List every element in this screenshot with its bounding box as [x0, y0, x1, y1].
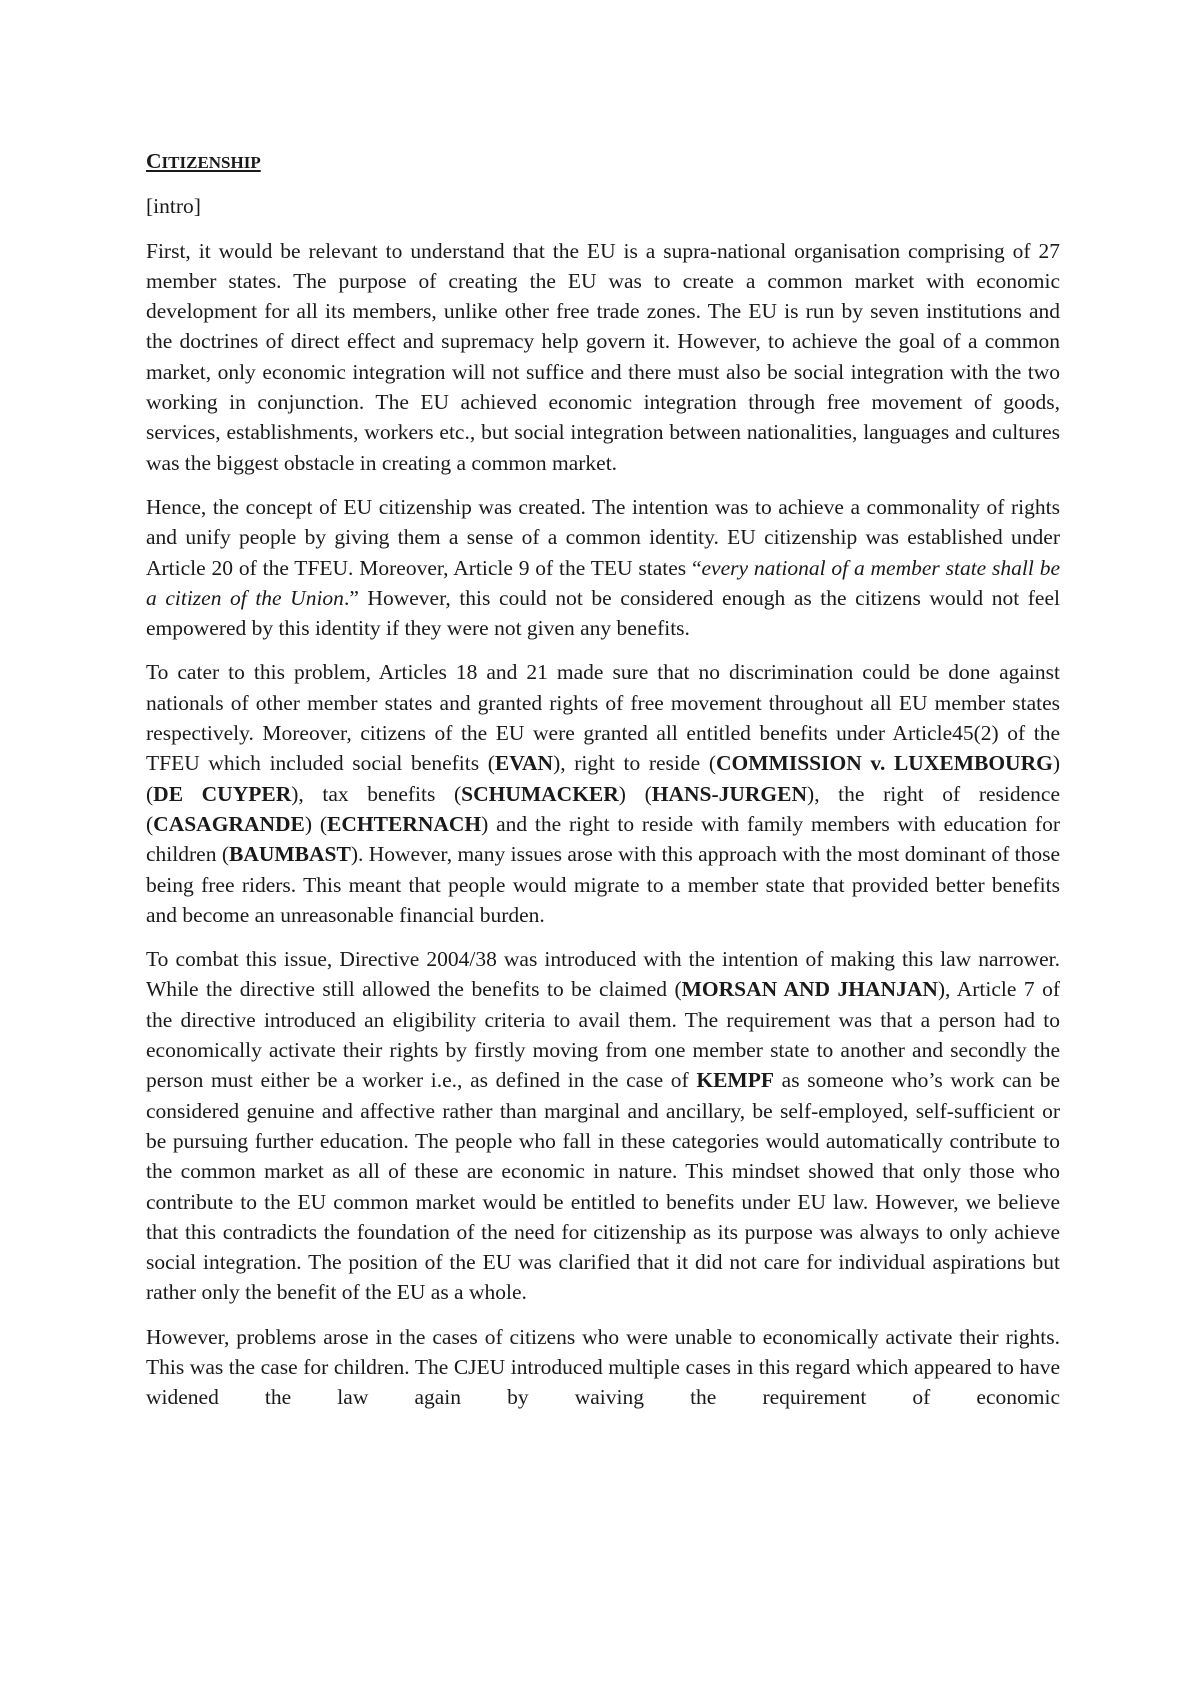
paragraph-3-text: ) (: [146, 751, 1060, 806]
paragraph-3-text: ). However, many issues arose with this approach with the most dominant of those being free riders. This meant that people would migrate to a member state that provided better benefits and become an unreasonable financial burden.: [146, 842, 1060, 927]
heading-rest: ITIZENSHIP: [161, 153, 261, 172]
case-name: MORSAN AND JHANJAN: [681, 977, 938, 1002]
paragraph-3-text: ), right to reside (: [553, 751, 716, 776]
paragraph-4-text: To combat this issue, Directive 2004/38 was introduced with the intention of making this law narrower. While the directive still allowed the benefits to be claimed (: [146, 947, 1060, 1002]
case-name: CASAGRANDE: [153, 811, 305, 836]
paragraph-3-text: ), tax benefits (: [291, 781, 462, 806]
paragraph-3: [146, 657, 1060, 930]
paragraph-4-text: as someone who’s work can be considered genuine and affective rather than marginal and ancillary, be self-employed, self-sufficient or be pursuing further education. The people who fall in these categories would automatically contribute to the common market as all of these are economic in nature. This mindset showed that only those who contribute to the EU common market would be entitled to benefits under EU law. However, we believe that this contradicts the foundation of the need for citizenship as its purpose was always to only achieve social integration. The position of the EU was clarified that it did not care for individual aspirations but rather only the benefit of the EU as a whole.: [146, 1068, 1060, 1305]
case-name: KEMPF: [696, 1068, 774, 1093]
paragraph-3-text: ) (: [304, 811, 328, 836]
case-name: EVAN: [494, 751, 554, 776]
paragraph-3-text: ) and the right to reside with family members with education for children (: [146, 811, 1061, 867]
paragraph-1: First, it would be relevant to understand that the EU is a supra-national organisation comprising of 27 member states. The purpose of creating the EU was to create a common market with economic development for all its members, unlike other free trade zones. The EU is run by seven institutions and the doctrines of direct effect and supremacy help govern it. However, to achieve the goal of a common market, only economic integration will not suffice and there must also be social integration with the two working in conjunction. The EU achieved economic integration through free movement of goods, services, establishments, workers etc., but social integration between nationalities, languages and cultures was the biggest obstacle in creating a common market.: [146, 238, 1060, 475]
intro-marker: [intro]: [146, 194, 201, 219]
case-name: SCHUMACKER: [461, 781, 619, 806]
case-name: BAUMBAST: [228, 842, 351, 867]
paragraph-3-text: ) (: [618, 781, 652, 806]
document-page: [146, 146, 1060, 1427]
case-name: HANS-JURGEN: [651, 781, 808, 806]
heading-initial: C: [146, 149, 162, 173]
paragraph-2: [146, 492, 1060, 643]
paragraph-4-text: ), Article 7 of the directive introduced an eligibility criteria to avail them. The requirement was that a person had to economically activate their rights by firstly moving from one member state to another and secondly the person must either be a worker i.e., as defined in the case of: [146, 977, 1061, 1093]
paragraph-4: [146, 944, 1060, 1308]
paragraph-2-text: Hence, the concept of EU citizenship was created. The intention was to achieve a commonality of rights and unify people by giving them a sense of a common identity. EU citizenship was established under Article 20 of the TFEU. Moreover, Article 9 of the TEU states “: [146, 494, 1060, 580]
case-name: DE CUYPER: [153, 781, 292, 806]
paragraph-2-text: .” However, this could not be considered enough as the citizens would not feel empowered by this identity if they were not given any benefits.: [146, 585, 1060, 641]
paragraph-3-text: ), the right of residence (: [146, 781, 1060, 836]
paragraph-5: However, problems arose in the cases of citizens who were unable to economically activate their rights. This was the case for children. The CJEU introduced multiple cases in this regard which appeared to have widened the law again by waiving the requirement of economic: [146, 1324, 1060, 1410]
case-name: COMMISSION v. LUXEMBOURG: [716, 751, 1053, 776]
paragraph-3-text: To cater to this problem, Articles 18 and 21 made sure that no discrimination could be done against nationals of other member states and granted rights of free movement throughout all EU member states respectively. Moreover, citizens of the EU were granted all entitled benefits under Article45(2) of the TFEU which included social benefits (: [146, 660, 1060, 776]
case-name: ECHTERNACH: [327, 811, 482, 836]
treaty-quote: every national of a member state shall be a citizen of the Union: [146, 555, 1060, 610]
section-heading: [146, 146, 1060, 178]
